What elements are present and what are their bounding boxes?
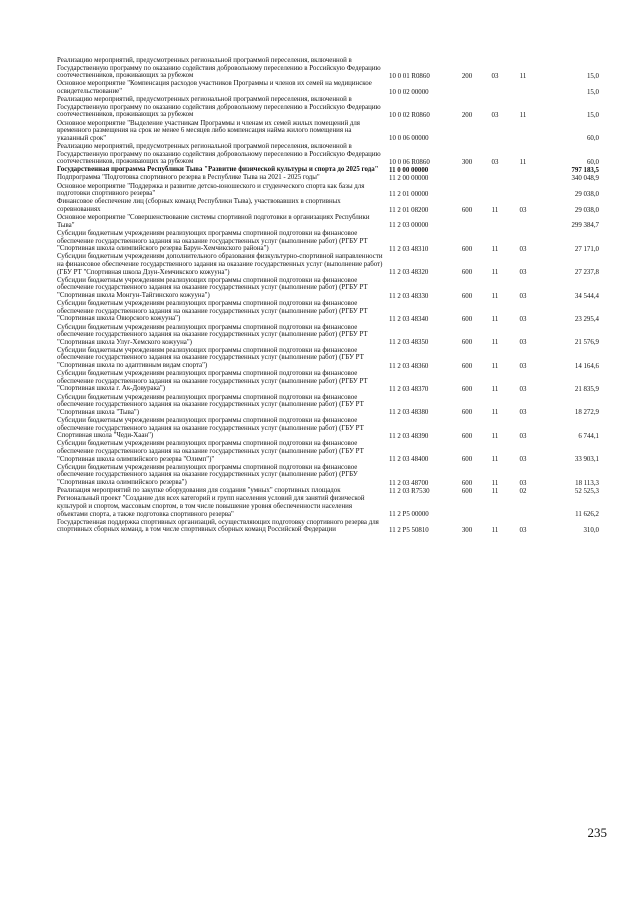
- row-expense-type: 200: [461, 111, 473, 119]
- row-name-text: Субсидии бюджетным учреждениям реализующих программы спортивной подготовки на финансовое обеспечение государственного задания на оказание государственных услуг (выполнение работ) (РГБУ РТ "Спортивная школа Улуг-Хемского кожууна"): [57, 323, 368, 346]
- row-subsection: 03: [519, 362, 527, 370]
- row-section: 11: [491, 362, 499, 370]
- row-subsection: 03: [519, 245, 527, 253]
- row-expense-type: [453, 80, 481, 96]
- table-row: [57, 166, 599, 174]
- row-amount: 52 525,3: [574, 487, 599, 495]
- row-section: 11: [491, 292, 499, 300]
- row-section: 11: [491, 245, 499, 253]
- budget-table: [57, 57, 599, 534]
- row-amount: 340 048,9: [571, 175, 599, 183]
- row-code: 10 0 01 R0860: [389, 72, 430, 80]
- row-name-text: Реализация мероприятий по закупке оборудования для создания "умных" спортивных площадок: [57, 487, 341, 495]
- row-name-text: Подпрограмма "Подготовка спортивного резерва в Республике Тыва на 2021 - 2025 годы": [57, 174, 320, 182]
- row-subsection: [509, 166, 537, 174]
- row-section: 11: [491, 409, 499, 417]
- row-name-text: Субсидии бюджетным учреждениям реализующих программы спортивной подготовки на финансовое обеспечение государственного задания на оказание государственных услуг (выполнение работ) (РГБУ РТ "Спортивная школа Монгун-Тайгинского кожууна"): [57, 276, 368, 299]
- row-name-text: Субсидии бюджетным учреждениям реализующих программы спортивной подготовки на финансовое обеспечение государственного задания на оказание государственных услуг (выполнение работ) (ГБУ РТ "Спортивная школа олимпийского резерва "Олимп")": [57, 440, 364, 463]
- row-expense-type: 600: [461, 206, 473, 214]
- row-amount: 15,0: [586, 88, 599, 96]
- row-expense-type: 600: [461, 245, 473, 253]
- row-section: 11: [491, 206, 499, 214]
- row-name: [57, 300, 389, 323]
- row-name-text: Субсидии бюджетным учреждениям реализующих программы спортивной подготовки на финансовое обеспечение государственного задания на оказание государственных услуг (выполнение работ) (ГБУ РТ "Спортивная школа по адаптивным видам спорта"): [57, 346, 364, 370]
- row-amount: 60,0: [586, 135, 599, 143]
- row-expense-type: 600: [461, 362, 473, 370]
- row-subsection: [509, 120, 537, 143]
- row-section: [481, 214, 509, 230]
- row-section: 11: [491, 269, 499, 277]
- row-section: 11: [491, 432, 499, 440]
- row-code: 11 2 01 08200: [389, 206, 429, 214]
- row-code: 11 2 03 48320: [389, 269, 429, 277]
- row-code: 11 2 03 48350: [389, 339, 429, 347]
- row-name-text: Основное мероприятие "Выделение участникам Программы и членам их семей жилых помещений для временного размещения на срок не менее 6 месяцев либо компенсация найма жилого помещения на указанный срок": [57, 119, 360, 142]
- row-name: [57, 519, 389, 535]
- row-expense-type: 600: [461, 456, 473, 464]
- row-code: 10 0 06 00000: [389, 135, 429, 143]
- row-name-text: Субсидии бюджетным учреждениям реализующих программы спортивной подготовки на финансовое обеспечение государственного задания на оказание государственных услуг (выполнение работ) (РГБУ РТ "Спортивная школа олимпийского резерва Барун-Хемчикского района"): [57, 230, 368, 253]
- row-amount: 23 295,4: [574, 315, 599, 323]
- row-code: 10 0 06 R0860: [389, 158, 430, 166]
- table-row: [57, 230, 599, 253]
- page-number: 235: [587, 825, 607, 840]
- row-code: 11 2 P5 00000: [389, 511, 429, 519]
- row-code: 11 2 01 00000: [389, 190, 429, 198]
- row-name-text: Реализацию мероприятий, предусмотренных региональной программой переселения, включенной в Государственную программу по оказанию содействия добровольному переселению в Российскую Федерацию соотечественников, проживающих за рубежом: [57, 142, 381, 166]
- table-row: [57, 300, 599, 323]
- row-name: [57, 143, 389, 166]
- row-name-text: Субсидии бюджетным учреждениям реализующих программы спортивной подготовки на финансовое обеспечение государственного задания на оказание государственных услуг (выполнение работ) (ГБУ РТ Спортивная школа "Чеди-Хаан"): [57, 417, 364, 440]
- row-expense-type: 600: [461, 487, 473, 495]
- table-row: [57, 347, 599, 370]
- row-amount: 29 038,0: [574, 190, 599, 198]
- row-name: [57, 370, 389, 393]
- row-code: 11 2 03 48390: [389, 432, 429, 440]
- row-amount: 310,0: [583, 526, 599, 534]
- row-amount: 11 626,2: [575, 511, 599, 519]
- row-expense-type: [453, 183, 481, 199]
- row-section: 03: [491, 111, 499, 119]
- table-row: [57, 370, 599, 393]
- row-section: [481, 495, 509, 518]
- row-amount: 6 744,1: [578, 432, 599, 440]
- row-name-text: Государственная поддержка спортивных организаций, осуществляющих подготовку спортивного резерва для спортивных сборных команд, в том числе спортивных сборных команд Российской Федерации: [57, 518, 379, 534]
- row-subsection: [509, 214, 537, 230]
- row-name-text: Субсидии бюджетным учреждениям реализующих программы спортивной подготовки на финансовое обеспечение государственного задания на оказание государственных услуг (выполнение работ) (РГБУ "Спортивная школа олимпийского резерва"): [57, 463, 358, 486]
- row-subsection: 02: [519, 487, 527, 495]
- row-subsection: 03: [519, 206, 527, 214]
- row-section: [481, 183, 509, 199]
- table-row: [57, 198, 599, 214]
- row-name: [57, 214, 389, 230]
- row-name: [57, 96, 389, 119]
- row-subsection: 03: [519, 409, 527, 417]
- row-name-text: Реализацию мероприятий, предусмотренных региональной программой переселения, включенной в Государственную программу по оказанию содействия добровольному переселению в Российскую Федерацию соотечественников, проживающих за рубежом: [57, 96, 381, 119]
- table-row: [57, 495, 599, 518]
- row-section: 11: [491, 456, 499, 464]
- row-amount: 18 272,9: [574, 409, 599, 417]
- row-name: [57, 80, 389, 96]
- row-expense-type: 600: [461, 386, 473, 394]
- table-row: [57, 253, 599, 276]
- row-code: 11 2 03 48380: [389, 409, 429, 417]
- table-row: [57, 394, 599, 417]
- row-code: 11 2 03 48340: [389, 315, 429, 323]
- row-name: [57, 394, 389, 417]
- row-subsection: 03: [519, 526, 527, 534]
- row-subsection: 11: [519, 111, 527, 119]
- row-subsection: [509, 495, 537, 518]
- row-name: [57, 440, 389, 463]
- row-section: [481, 120, 509, 143]
- row-code: 11 2 03 48360: [389, 362, 429, 370]
- row-subsection: 03: [519, 456, 527, 464]
- row-expense-type: 300: [461, 526, 473, 534]
- row-name: [57, 347, 389, 370]
- table-row: [57, 487, 599, 495]
- row-name-text: Субсидии бюджетным учреждениям реализующих программы спортивной подготовки на финансовое обеспечение государственного задания на оказание государственных услуг (выполнение работ) (РГБУ РТ "Спортивная школа Овюрского кожууна"): [57, 300, 368, 323]
- row-amount: 15,0: [586, 72, 599, 80]
- row-name: [57, 166, 389, 174]
- row-expense-type: 200: [461, 72, 473, 80]
- table-row: [57, 143, 599, 166]
- row-amount: 29 038,0: [574, 206, 599, 214]
- row-section: [481, 174, 509, 182]
- row-name: [57, 277, 389, 300]
- row-expense-type: 600: [461, 409, 473, 417]
- row-name-text: Субсидии бюджетным учреждениям реализующих программы спортивной подготовки на финансовое обеспечение государственного задания на оказание государственных услуг (выполнение работ) (ГБУ РТ "Спортивная школа "Тыва"): [57, 393, 364, 416]
- budget-table-body: [57, 57, 599, 534]
- row-name: [57, 174, 389, 182]
- row-name-text: Реализацию мероприятий, предусмотренных региональной программой переселения, включенной в Государственную программу по оказанию содействия добровольному переселению в Российскую Федерацию соотечественников, проживающих за рубежом: [57, 57, 381, 80]
- row-expense-type: 600: [461, 269, 473, 277]
- row-name: [57, 198, 389, 214]
- row-name: [57, 417, 389, 440]
- row-expense-type: 600: [461, 479, 473, 487]
- row-amount: 14 164,6: [574, 362, 599, 370]
- row-name: [57, 464, 389, 487]
- row-expense-type: 600: [461, 432, 473, 440]
- row-subsection: 03: [519, 292, 527, 300]
- table-row: [57, 519, 599, 535]
- row-code: 11 2 00 00000: [389, 175, 429, 183]
- row-amount: 33 903,1: [574, 456, 599, 464]
- table-row: [57, 120, 599, 143]
- table-row: [57, 464, 599, 487]
- row-code: 11 2 P5 50810: [389, 526, 429, 534]
- row-section: 03: [491, 158, 499, 166]
- row-expense-type: 600: [461, 292, 473, 300]
- row-amount: 299 384,7: [571, 222, 599, 230]
- row-expense-type: [453, 214, 481, 230]
- row-subsection: 03: [519, 269, 527, 277]
- row-section: 11: [491, 479, 499, 487]
- row-expense-type: 600: [461, 339, 473, 347]
- row-subsection: [509, 80, 537, 96]
- row-subsection: 03: [519, 315, 527, 323]
- row-code: 11 2 03 48310: [389, 245, 429, 253]
- row-code: 11 2 03 48330: [389, 292, 429, 300]
- row-name: [57, 487, 389, 495]
- row-name: [57, 120, 389, 143]
- row-subsection: 03: [519, 432, 527, 440]
- row-amount: 60,0: [586, 158, 599, 166]
- row-name-text: Региональный проект "Создание для всех категорий и групп населения условий для занятий физической культурой и спортом, массовым спортом, в том числе повышение уровня обеспеченности населения объектами спорта, а также подготовка спортивного резерва": [57, 495, 365, 518]
- table-row: [57, 174, 599, 182]
- table-row: [57, 440, 599, 463]
- row-subsection: 03: [519, 339, 527, 347]
- row-name-text: Государственная программа Республики Тыва "Развитие физической культуры и спорта до 2025 года": [57, 166, 379, 174]
- row-code: 10 0 02 R0860: [389, 111, 430, 119]
- row-subsection: 11: [519, 72, 527, 80]
- row-code: 11 2 03 R7530: [389, 487, 430, 495]
- table-row: [57, 96, 599, 119]
- row-name: [57, 57, 389, 80]
- row-expense-type: [453, 495, 481, 518]
- row-section: [481, 166, 509, 174]
- table-row: [57, 417, 599, 440]
- row-amount: 21 576,9: [574, 339, 599, 347]
- row-amount: 34 544,4: [574, 292, 599, 300]
- row-code: 11 2 03 48370: [389, 386, 429, 394]
- row-expense-type: [453, 120, 481, 143]
- table-row: [57, 214, 599, 230]
- table-row: [57, 57, 599, 80]
- row-section: [481, 80, 509, 96]
- row-section: 11: [491, 526, 499, 534]
- row-code: 11 2 03 48700: [389, 479, 429, 487]
- row-name-text: Субсидии бюджетным учреждениям дополнительного образования физкультурно-спортивной направленности на финансовое обеспечение государственного задания на оказание государственных услуг (выполнение работ) (ГБУ РТ "Спортивная школа Дзун-Хемчикского кожууна"): [57, 253, 383, 276]
- row-amount: 15,0: [586, 111, 599, 119]
- table-row: [57, 183, 599, 199]
- row-expense-type: 300: [461, 158, 473, 166]
- row-amount: 21 835,9: [574, 386, 599, 394]
- row-name-text: Основное мероприятие "Поддержка и развитие детско-юношеского и студенческого спорта как базы для подготовки спортивного резерва": [57, 182, 365, 198]
- row-amount: 797 183,5: [571, 166, 599, 174]
- row-name: [57, 230, 389, 253]
- row-subsection: 11: [519, 158, 527, 166]
- row-subsection: 03: [519, 386, 527, 394]
- row-expense-type: 600: [461, 315, 473, 323]
- row-name: [57, 495, 389, 518]
- table-row: [57, 277, 599, 300]
- row-code: 11 0 00 00000: [389, 166, 429, 174]
- row-section: 03: [491, 72, 499, 80]
- row-name-text: Основное мероприятие "Компенсация расходов участников Программы и членов их семей на медицинское освидетельствование": [57, 80, 372, 95]
- row-name-text: Основное мероприятие "Совершенствование системы спортивной подготовки в организациях Республики Тыва": [57, 214, 370, 229]
- row-section: 11: [491, 315, 499, 323]
- row-code: 10 0 02 00000: [389, 88, 429, 96]
- row-section: 11: [491, 487, 499, 495]
- row-amount: 27 237,8: [574, 269, 599, 277]
- row-code: 11 2 03 48400: [389, 456, 429, 464]
- row-expense-type: [453, 166, 481, 174]
- row-amount: 27 171,0: [574, 245, 599, 253]
- row-name: [57, 183, 389, 199]
- row-name-text: Финансовое обеспечение лиц (сборных команд Республики Тыва), участвовавших в спортивных соревнованиях: [57, 198, 341, 214]
- row-section: 11: [491, 386, 499, 394]
- row-subsection: [509, 183, 537, 199]
- table-row: [57, 80, 599, 96]
- row-subsection: 03: [519, 479, 527, 487]
- row-amount: 18 113,3: [575, 479, 599, 487]
- row-name: [57, 253, 389, 276]
- table-row: [57, 324, 599, 347]
- row-name-text: Субсидии бюджетным учреждениям реализующих программы спортивной подготовки на финансовое обеспечение государственного задания на оказание государственных услуг (выполнение работ) (РГБУ РТ "Спортивная школа г. Ак-Довурака"): [57, 370, 368, 393]
- row-expense-type: [453, 174, 481, 182]
- row-section: 11: [491, 339, 499, 347]
- row-name: [57, 324, 389, 347]
- row-subsection: [509, 174, 537, 182]
- row-code: 11 2 03 00000: [389, 222, 429, 230]
